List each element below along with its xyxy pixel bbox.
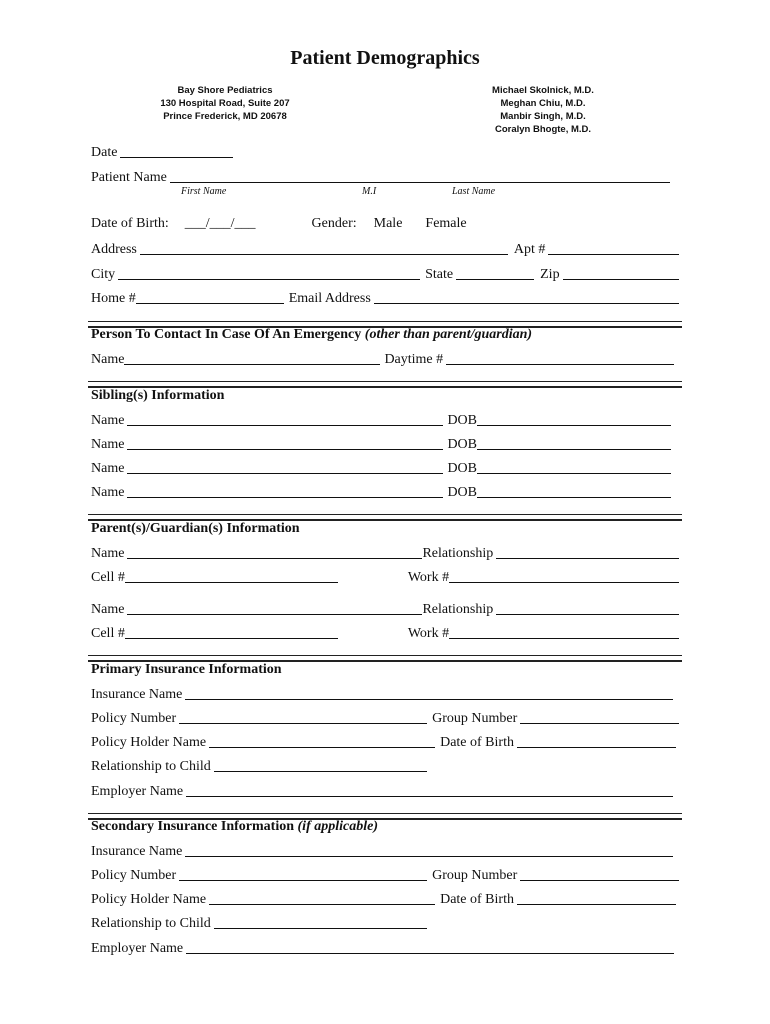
- emergency-heading-note: (other than parent/guardian): [364, 327, 533, 342]
- relationship-field[interactable]: [496, 602, 679, 615]
- city-field[interactable]: [118, 267, 420, 280]
- zip-label: Zip: [540, 267, 560, 282]
- secondary-relationship-row: [91, 915, 679, 932]
- section-divider: [88, 514, 682, 521]
- sibling-name-field[interactable]: [127, 413, 443, 426]
- secondary-policy-row: [91, 867, 679, 884]
- employer-name-label: Employer Name: [91, 941, 184, 956]
- sibling-dob-field[interactable]: [477, 461, 671, 474]
- sibling-name-field[interactable]: [127, 461, 443, 474]
- sibling-dob-label: DOB: [447, 461, 477, 476]
- parents-heading: Parent(s)/Guardian(s) Information: [91, 521, 300, 536]
- group-number-label: Group Number: [432, 711, 518, 726]
- relationship-to-child-label: Relationship to Child: [91, 759, 211, 774]
- emergency-name-field[interactable]: [124, 352, 380, 365]
- section-divider: [88, 655, 682, 662]
- parent-name-label: Name: [91, 602, 125, 617]
- parent-name-label: Name: [91, 546, 125, 561]
- email-label: Email Address: [288, 291, 371, 306]
- sibling-name-label: Name: [91, 413, 125, 428]
- practice-info: [130, 84, 320, 123]
- gender-female-option[interactable]: Female: [425, 216, 467, 231]
- policy-holder-label: Policy Holder Name: [91, 892, 207, 907]
- cell-phone-label: Cell #: [91, 626, 125, 641]
- primary-relationship-row: [91, 758, 679, 775]
- group-number-field[interactable]: [520, 711, 679, 724]
- dob-field[interactable]: ___/___/___: [184, 216, 256, 231]
- address-label: Address: [91, 242, 137, 257]
- daytime-phone-label: Daytime #: [384, 352, 444, 367]
- doctor-name: Michael Skolnick, M.D.: [492, 85, 594, 96]
- city-state-zip-row: [91, 266, 679, 283]
- home-phone-field[interactable]: [136, 291, 284, 304]
- section-divider: [88, 381, 682, 388]
- sibling-name-label: Name: [91, 461, 125, 476]
- work-phone-label: Work #: [407, 626, 450, 641]
- apt-field[interactable]: [548, 242, 679, 255]
- doctor-list: [448, 84, 638, 136]
- state-label: State: [425, 267, 454, 282]
- email-field[interactable]: [374, 291, 679, 304]
- sibling-dob-label: DOB: [447, 413, 477, 428]
- doctor-name: Coralyn Bhogte, M.D.: [494, 124, 592, 135]
- daytime-phone-field[interactable]: [446, 352, 674, 365]
- home-phone-label: Home #: [91, 291, 136, 306]
- sibling-name-label: Name: [91, 437, 125, 452]
- emergency-row: [91, 351, 679, 368]
- patient-name-row: [91, 169, 679, 186]
- relationship-field[interactable]: [496, 546, 679, 559]
- policy-number-field[interactable]: [179, 868, 427, 881]
- sibling-row: [91, 460, 679, 477]
- cell-phone-field[interactable]: [125, 570, 338, 583]
- siblings-heading: Sibling(s) Information: [91, 388, 225, 403]
- policy-holder-label: Policy Holder Name: [91, 735, 207, 750]
- form-title: Patient Demographics: [290, 47, 480, 69]
- holder-dob-field[interactable]: [517, 892, 676, 905]
- parent-name-field[interactable]: [127, 546, 422, 559]
- dob-gender-row: [91, 215, 679, 232]
- sibling-row: [91, 484, 679, 501]
- policy-holder-field[interactable]: [209, 735, 435, 748]
- primary-employer-row: [91, 783, 679, 800]
- insurance-name-field[interactable]: [185, 687, 673, 700]
- group-number-field[interactable]: [520, 868, 679, 881]
- first-name-caption: First Name: [181, 186, 227, 197]
- patient-name-label: Patient Name: [91, 170, 167, 185]
- secondary-insurance-heading: Secondary Insurance Information (if applicable): [91, 819, 378, 834]
- doctor-name: Meghan Chiu, M.D.: [500, 98, 586, 109]
- relationship-label: Relationship: [422, 602, 494, 617]
- relationship-to-child-field[interactable]: [214, 916, 427, 929]
- primary-holder-row: [91, 734, 679, 751]
- insurance-name-label: Insurance Name: [91, 844, 183, 859]
- work-phone-field[interactable]: [449, 626, 679, 639]
- sibling-dob-label: DOB: [447, 437, 477, 452]
- employer-name-field[interactable]: [186, 784, 673, 797]
- policy-number-label: Policy Number: [91, 868, 177, 883]
- policy-number-field[interactable]: [179, 711, 427, 724]
- primary-insurance-name-row: [91, 686, 679, 703]
- parent-phone-row: [91, 569, 679, 586]
- relationship-label: Relationship: [422, 546, 494, 561]
- emergency-name-label: Name: [91, 352, 125, 367]
- date-label: Date: [91, 145, 118, 160]
- date-field[interactable]: [120, 145, 233, 158]
- holder-dob-label: Date of Birth: [440, 735, 514, 750]
- doctor-name: Manbir Singh, M.D.: [500, 111, 586, 122]
- dob-label: Date of Birth:: [91, 216, 169, 231]
- address-row: [91, 241, 679, 258]
- state-field[interactable]: [456, 267, 534, 280]
- cell-phone-label: Cell #: [91, 570, 125, 585]
- holder-dob-label: Date of Birth: [440, 892, 514, 907]
- practice-address-line2: Prince Frederick, MD 20678: [163, 111, 287, 122]
- address-field[interactable]: [140, 242, 508, 255]
- parent-name-row: [91, 545, 679, 562]
- relationship-to-child-label: Relationship to Child: [91, 916, 211, 931]
- sibling-dob-label: DOB: [447, 485, 477, 500]
- employer-name-label: Employer Name: [91, 784, 184, 799]
- primary-insurance-heading: Primary Insurance Information: [91, 662, 282, 677]
- primary-policy-row: [91, 710, 679, 727]
- secondary-heading-note: (if applicable): [297, 819, 378, 834]
- holder-dob-field[interactable]: [517, 735, 676, 748]
- sibling-dob-field[interactable]: [477, 437, 671, 450]
- parent-name-row: [91, 601, 679, 618]
- patient-name-field[interactable]: [170, 170, 670, 183]
- practice-name: Bay Shore Pediatrics: [177, 85, 273, 96]
- apt-label: Apt #: [513, 242, 546, 257]
- sibling-dob-field[interactable]: [477, 485, 671, 498]
- last-name-caption: Last Name: [452, 186, 496, 197]
- secondary-holder-row: [91, 891, 679, 908]
- group-number-label: Group Number: [432, 868, 518, 883]
- date-row: [91, 144, 679, 161]
- parent-name-field[interactable]: [127, 602, 422, 615]
- insurance-name-label: Insurance Name: [91, 687, 183, 702]
- sibling-name-label: Name: [91, 485, 125, 500]
- sibling-dob-field[interactable]: [477, 413, 671, 426]
- sibling-name-field[interactable]: [127, 437, 443, 450]
- contact-row: [91, 290, 679, 307]
- zip-field[interactable]: [563, 267, 679, 280]
- parent-phone-row: [91, 625, 679, 642]
- sibling-name-field[interactable]: [127, 485, 443, 498]
- work-phone-label: Work #: [407, 570, 450, 585]
- gender-male-option[interactable]: Male: [373, 216, 403, 231]
- employer-name-field[interactable]: [186, 941, 674, 954]
- gender-label: Gender:: [311, 216, 357, 231]
- mi-caption: M.I: [362, 186, 377, 197]
- secondary-insurance-name-row: [91, 843, 679, 860]
- policy-holder-field[interactable]: [209, 892, 435, 905]
- secondary-employer-row: [91, 940, 679, 957]
- practice-address-line1: 130 Hospital Road, Suite 207: [160, 98, 290, 109]
- cell-phone-field[interactable]: [125, 626, 338, 639]
- policy-number-label: Policy Number: [91, 711, 177, 726]
- sibling-row: [91, 436, 679, 453]
- city-label: City: [91, 267, 116, 282]
- sibling-row: [91, 412, 679, 429]
- emergency-heading: Person To Contact In Case Of An Emergency (other than parent/guardian): [91, 327, 533, 342]
- insurance-name-field[interactable]: [185, 844, 673, 857]
- relationship-to-child-field[interactable]: [214, 759, 427, 772]
- work-phone-field[interactable]: [449, 570, 679, 583]
